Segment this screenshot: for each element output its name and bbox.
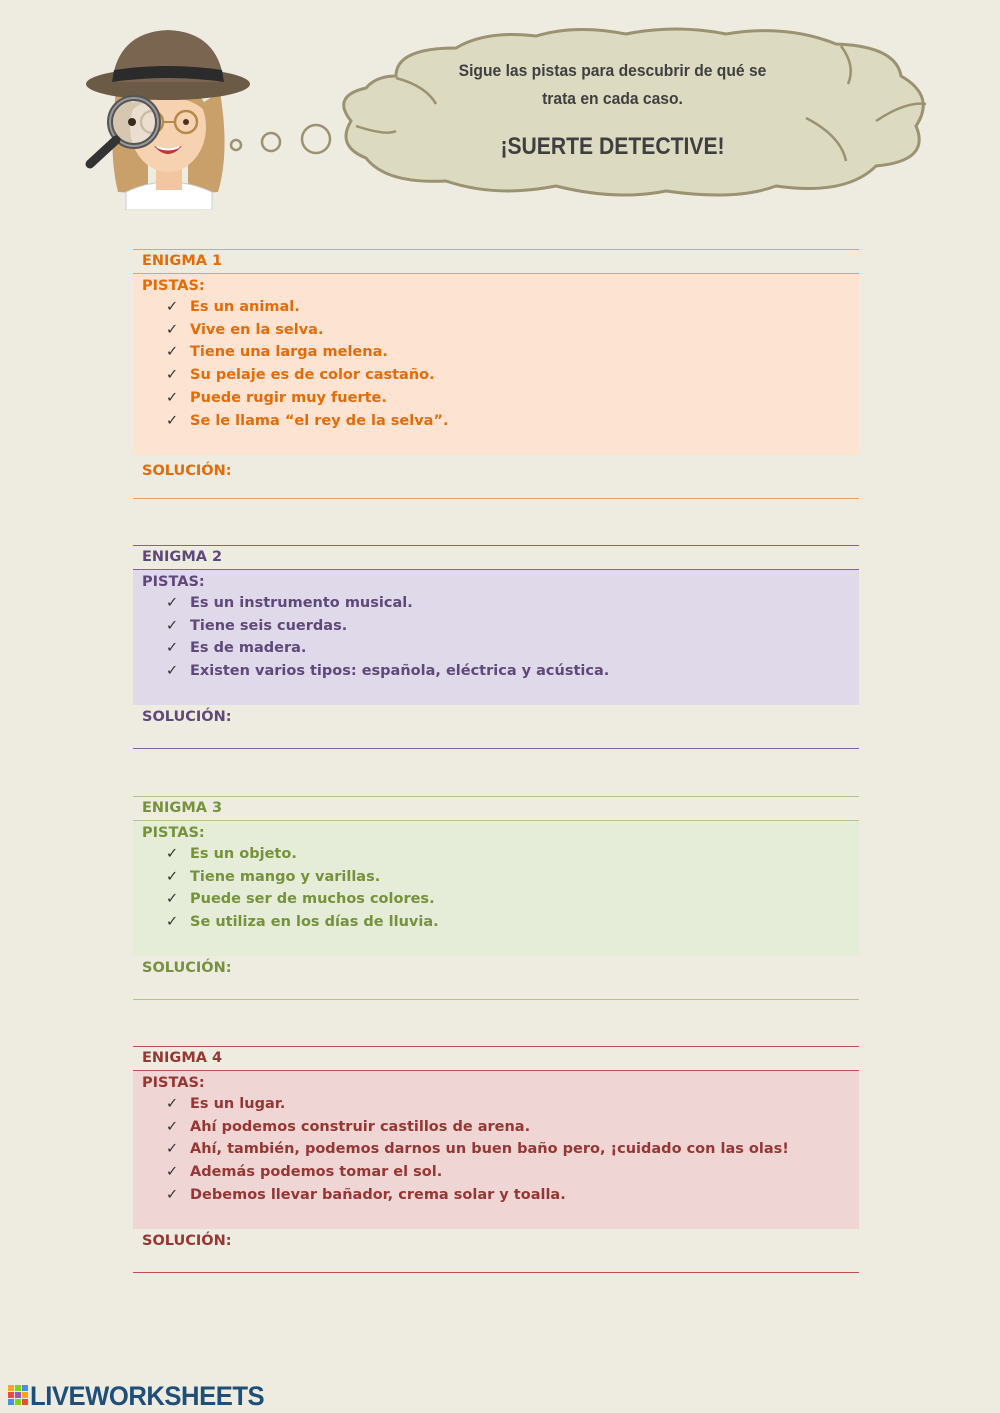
checkmark-icon: ✓ xyxy=(166,868,179,885)
enigma-title: ENIGMA 3 xyxy=(133,796,859,821)
list-item: ✓ Es un animal. xyxy=(166,296,859,319)
checkmark-icon: ✓ xyxy=(166,1118,179,1135)
clues-label: PISTAS: xyxy=(142,574,205,590)
list-item: ✓ Es un instrumento musical. xyxy=(166,592,859,615)
enigma-1 xyxy=(133,249,859,499)
clues-label: PISTAS: xyxy=(142,278,205,294)
enigma-title: ENIGMA 4 xyxy=(133,1046,859,1071)
checkmark-icon: ✓ xyxy=(166,344,179,361)
list-item: ✓ Se le llama “el rey de la selva”. xyxy=(166,410,859,433)
checkmark-icon: ✓ xyxy=(166,321,179,338)
list-item: ✓ Tiene una larga melena. xyxy=(166,341,859,364)
checkmark-icon: ✓ xyxy=(166,1164,179,1181)
list-item: ✓ Es un lugar. xyxy=(166,1093,859,1116)
solution-label: SOLUCIÓN: xyxy=(142,1233,232,1249)
list-item: ✓ Ahí podemos construir castillos de arena. xyxy=(166,1116,859,1139)
checkmark-icon: ✓ xyxy=(166,299,179,315)
solution-field[interactable] xyxy=(133,956,859,1000)
clues-list xyxy=(142,1093,859,1207)
enigma-4 xyxy=(133,1046,859,1273)
checkmark-icon: ✓ xyxy=(166,846,179,862)
list-item: ✓ Existen varios tipos: española, eléctrica y acústica. xyxy=(166,660,859,683)
list-item: ✓ Es de madera. xyxy=(166,637,859,660)
solution-field[interactable] xyxy=(133,455,859,499)
list-item: ✓ Puede rugir muy fuerte. xyxy=(166,387,859,410)
checkmark-icon: ✓ xyxy=(166,1141,179,1158)
list-item: ✓ Además podemos tomar el sol. xyxy=(166,1161,859,1184)
brand-name: LIVEWORKSHEETS xyxy=(30,1381,265,1411)
solution-label: SOLUCIÓN: xyxy=(142,709,232,725)
enigma-3 xyxy=(133,796,859,1000)
solution-field[interactable] xyxy=(133,705,859,749)
list-item: ✓ Vive en la selva. xyxy=(166,319,859,342)
thought-cloud-icon xyxy=(336,26,931,201)
clues-label: PISTAS: xyxy=(142,825,205,841)
checkmark-icon: ✓ xyxy=(166,412,179,429)
enigma-clues-panel xyxy=(133,821,859,956)
solution-label: SOLUCIÓN: xyxy=(142,463,232,479)
thought-bubbles-icon xyxy=(220,115,335,160)
checkmark-icon: ✓ xyxy=(166,891,179,908)
checkmark-icon: ✓ xyxy=(166,617,179,634)
checkmark-icon: ✓ xyxy=(166,663,179,680)
clues-label: PISTAS: xyxy=(142,1075,205,1091)
list-item: ✓ Debemos llevar bañador, crema solar y toalla. xyxy=(166,1184,859,1207)
list-item: ✓ Ahí, también, podemos darnos un buen baño pero, ¡cuidado con las olas! xyxy=(166,1138,859,1161)
enigma-clues-panel xyxy=(133,1071,859,1229)
enigma-clues-panel xyxy=(133,570,859,705)
clues-list xyxy=(142,843,859,934)
checkmark-icon: ✓ xyxy=(166,640,179,657)
cloud-good-luck-heading: ¡SUERTE DETECTIVE! xyxy=(500,133,725,160)
solution-label: SOLUCIÓN: xyxy=(142,960,232,976)
list-item: ✓ Tiene mango y varillas. xyxy=(166,866,859,889)
enigma-clues-panel xyxy=(133,274,859,455)
clues-list xyxy=(142,592,859,683)
checkmark-icon: ✓ xyxy=(166,1186,179,1203)
solution-field[interactable] xyxy=(133,1229,859,1273)
enigma-title: ENIGMA 2 xyxy=(133,545,859,570)
liveworksheets-logo-icon xyxy=(8,1385,30,1409)
list-item: ✓ Su pelaje es de color castaño. xyxy=(166,364,859,387)
checkmark-icon: ✓ xyxy=(166,367,179,384)
cloud-instructions-line2: trata en cada caso. xyxy=(542,89,683,108)
clues-list xyxy=(142,296,859,432)
cloud-instructions-line1: Sigue las pistas para descubrir de qué se xyxy=(458,61,767,80)
list-item: ✓ Es un objeto. xyxy=(166,843,859,866)
list-item: ✓ Puede ser de muchos colores. xyxy=(166,888,859,911)
enigma-2 xyxy=(133,545,859,749)
checkmark-icon: ✓ xyxy=(166,1096,179,1112)
list-item: ✓ Tiene seis cuerdas. xyxy=(166,615,859,638)
checkmark-icon: ✓ xyxy=(166,595,179,611)
enigma-title: ENIGMA 1 xyxy=(133,249,859,274)
checkmark-icon: ✓ xyxy=(166,389,179,406)
checkmark-icon: ✓ xyxy=(166,914,179,931)
liveworksheets-logo[interactable] xyxy=(8,1381,277,1412)
list-item: ✓ Se utiliza en los días de lluvia. xyxy=(166,911,859,934)
